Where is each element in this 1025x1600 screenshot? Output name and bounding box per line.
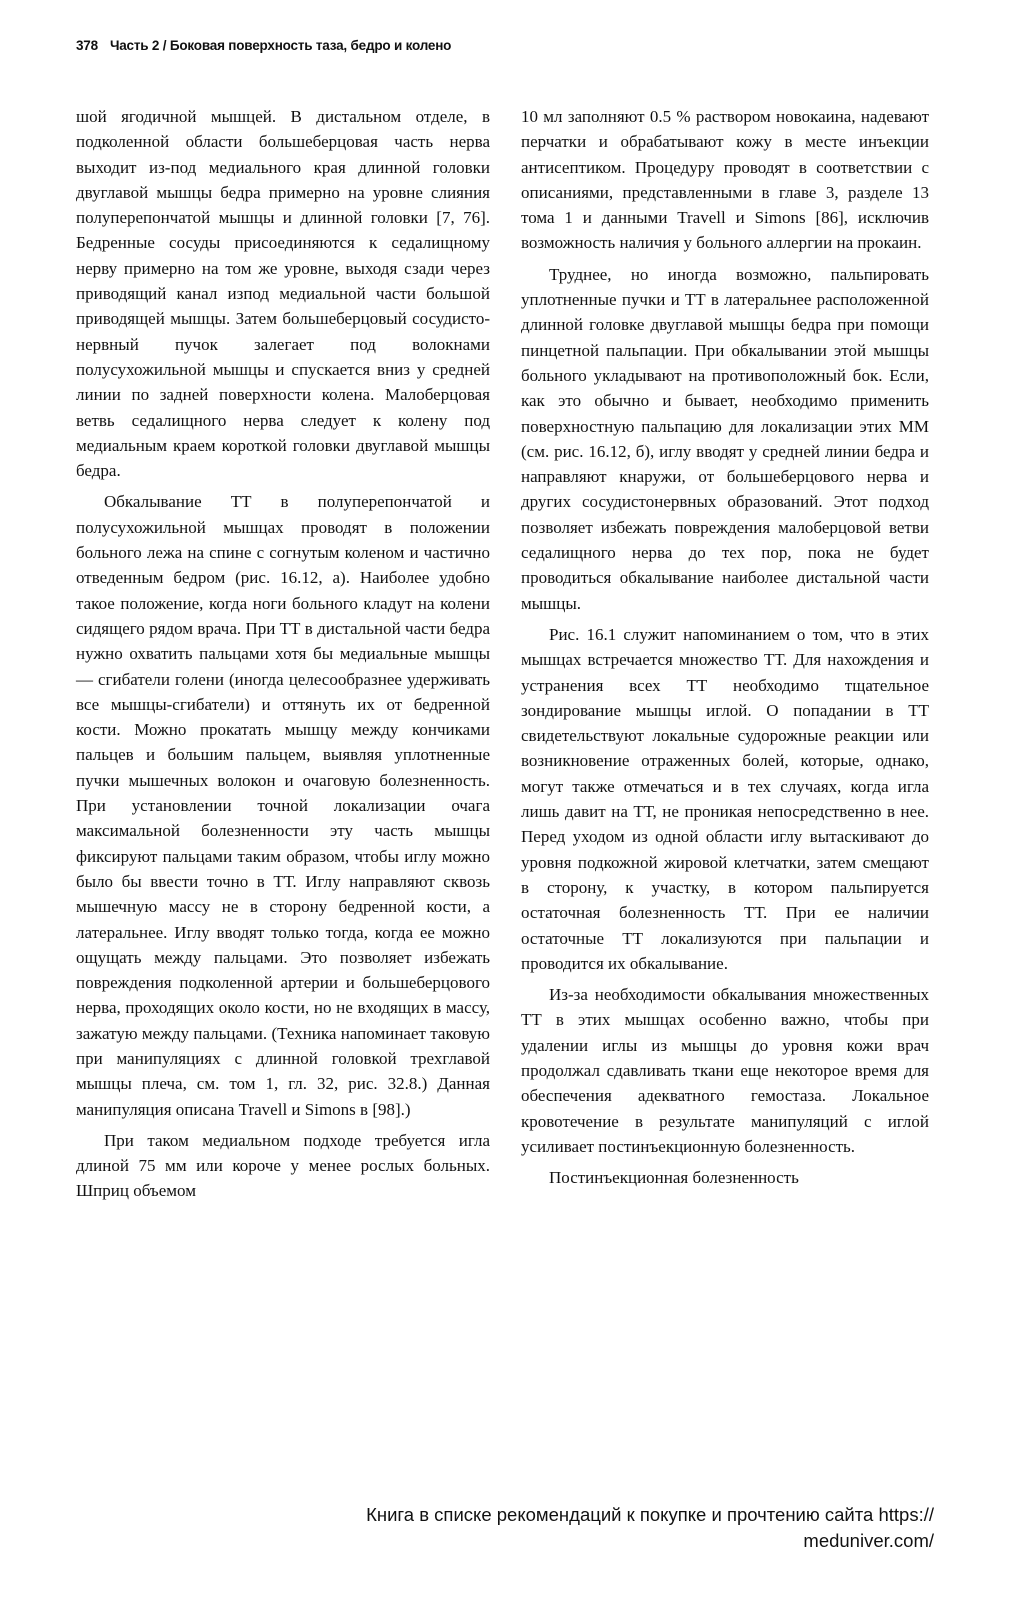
- paragraph: Обкалывание ТТ в полуперепончатой и полусухожильной мышцах проводят в положении больного лежа на спине с согнутым коленом и частично отведенным бедром (рис. 16.12, а). Наиболее удобно такое положение, когда ноги больного кладут на колени сидящего рядом врача. При ТТ в дистальной части бедра нужно охватить пальцами хотя бы медиальные мышцы — сгибатели голени (иногда целесообразнее удерживать все мышцы-сгибатели) и оттянуть их от бедренной кости. Можно прокатать мышцу между кончиками пальцев и большим пальцем, выявляя уплотненные пучки мышечных волокон и очаговую болезненность. При установлении точной локализации очага максимальной болезненности эту часть мышцы фиксируют пальцами таким образом, чтобы иглу можно было бы ввести точно в ТТ. Иглу направляют сквозь мышечную массу не в сторону бедренной кости, а латеральнее. Иглу вводят только тогда, когда ее можно ощущать между пальцами. Это позволяет избежать повреждения подколенной артерии и большеберцового нерва, проходящих около кости, но не входящих в массу, зажатую между пальцами. (Техника напоминает таковую при манипуляциях с длинной головкой трехглавой мышцы плеча, см. том 1, гл. 32, рис. 32.8.) Данная манипуляция описана Travell и Simons в [98].): [76, 492, 490, 1119]
- right-column: [521, 104, 929, 1190]
- site-footer-note: [164, 1502, 934, 1554]
- paragraph: 10 мл заполняют 0.5 % раствором новокаина, надевают перчатки и обрабатывают кожу в месте инъекции антисептиком. Процедуру проводят в соответствии с описаниями, представленными в главе 3, разделе 13 тома 1 и данными Travell и Simons [86], исключив возможность наличия у больного аллергии на прокаин.: [521, 107, 929, 253]
- left-column: [76, 104, 490, 1204]
- running-header: [76, 38, 451, 53]
- paragraph: Постинъекционная болезненность: [549, 1168, 799, 1188]
- footer-link[interactable]: meduniver.com/: [803, 1530, 934, 1551]
- paragraph: Труднее, но иногда возможно, пальпировать уплотненные пучки и ТТ в латеральнее расположенной длинной головке двуглавой мышцы бедра при помощи пинцетной пальпации. При обкалывании этой мышцы больного укладывают на противоположный бок. Если, как это обычно и бывает, необходимо применить поверхностную пальпацию для локализации этих ММ (см. рис. 16.12, б), иглу вводят у средней линии бедра и направляют кнаружи, от большеберцового нерва и других сосудистонервных образований. Этот подход позволяет избежать повреждения малоберцовой ветви седалищного нерва до тех пор, пока не будет проводиться обкалывание наиболее дистальной части мышцы.: [521, 264, 929, 613]
- page-number: 378: [76, 38, 98, 53]
- paragraph: Рис. 16.1 служит напоминанием о том, что в этих мышцах встречается множество ТТ. Для нахождения и устранения всех ТТ необходимо тщательное зондирование мышцы иглой. О попадании в ТТ свидетельствуют локальные судорожные реакции или возникновение отраженных болей, которые, однако, могут также отмечаться и в тех случаях, когда игла лишь давит на ТТ, не проникая непосредственно в нее. Перед уходом из одной области иглу вытаскивают до уровня подкожной жировой клетчатки, затем смещают в сторону, к участку, в котором пальпируется остаточная болезненность ТТ. При ее наличии остаточные ТТ локализуются при пальпации и проводится их обкалывание.: [521, 624, 929, 973]
- paragraph: При таком медиальном подходе требуется игла длиной 75 мм или короче у менее рослых больных. Шприц объемом: [76, 1130, 490, 1201]
- running-title: Часть 2 / Боковая поверхность таза, бедро и колено: [109, 38, 452, 53]
- paragraph: Из-за необходимости обкалывания множественных ТТ в этих мышцах особенно важно, чтобы при удалении иглы из мышцы до уровня кожи врач продолжал сдавливать ткани еще некоторое время для обеспечения адекватного гемостаза. Локальное кровотечение в результате манипуляций с иглой усиливает постинъекционную болезненность.: [521, 985, 929, 1156]
- footer-line: Книга в списке рекомендаций к покупке и прочтению сайта https://: [366, 1504, 934, 1525]
- paragraph: шой ягодичной мышцей. В дистальном отделе, в подколенной области большеберцовая часть нерва выходит из-под медиального края длинной головки двуглавой мышцы бедра примерно на уровне слияния полуперепончатой мышцы и длинной головки [7, 76]. Бедренные сосуды присоединяются к седалищному нерву примерно на том же уровне, выходя сзади через приводящий канал изпод медиальной части большой приводящей мышцы. Затем большеберцовый сосудисто-нервный пучок залегает под волокнами полусухожильной мышцы и спускается вниз у средней линии по задней поверхности колена. Малоберцовая ветвь седалищного нерва следует к колену под медиальным краем короткой головки двуглавой мышцы бедра.: [76, 107, 490, 481]
